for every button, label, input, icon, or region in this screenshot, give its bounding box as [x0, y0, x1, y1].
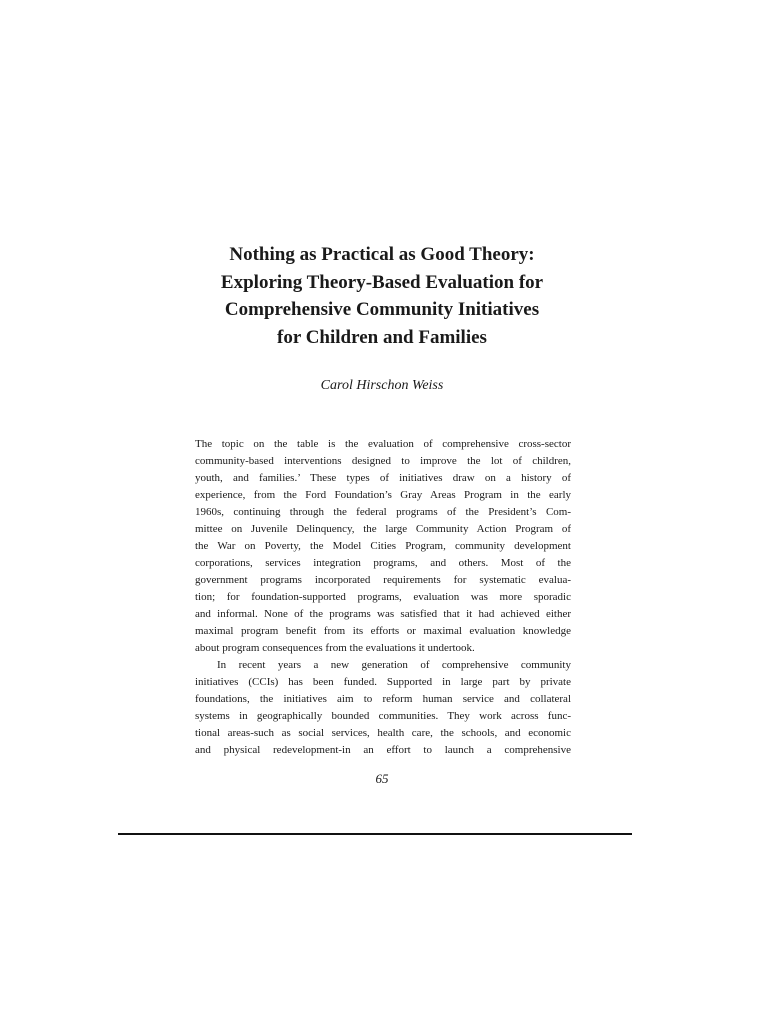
page-number: 65: [375, 771, 389, 786]
body-line: maximal program benefit from its efforts or maximal evaluation knowledge: [195, 625, 571, 637]
title-line: Nothing as Practical as Good Theory:: [229, 244, 535, 265]
body-line: initiatives (CCIs) has been funded. Supported in large part by private: [195, 676, 571, 688]
body-line: systems in geographically bounded communities. They work across func-: [195, 710, 571, 722]
body-line: tion; for foundation-supported programs, evaluation was more sporadic: [195, 591, 571, 603]
body-line: In recent years a new generation of comprehensive community: [217, 659, 571, 671]
title-line: Exploring Theory-Based Evaluation for: [220, 271, 544, 293]
author-name: Carol Hirschon Weiss: [320, 378, 444, 393]
body-line: 1960s, continuing through the federal programs of the President’s Com-: [195, 506, 571, 518]
body-text: [195, 436, 571, 759]
body-line: experience, from the Ford Foundation’s Gray Areas Program in the early: [195, 489, 571, 501]
body-line: government programs incorporated requirements for systematic evalua-: [195, 574, 571, 586]
title-line: for Children and Families: [277, 326, 487, 348]
body-line: the War on Poverty, the Model Cities Program, community development: [195, 540, 571, 552]
article-title: [150, 241, 614, 351]
body-line: foundations, the initiatives aim to reform human service and collateral: [195, 693, 571, 705]
title-line: Comprehensive Community Initiatives: [224, 299, 540, 320]
page-divider: [118, 833, 632, 835]
body-line: community-based interventions designed to improve the lot of children,: [195, 455, 571, 467]
body-line: and informal. None of the programs was satisfied that it had achieved either: [195, 608, 571, 620]
body-line: tional areas-such as social services, health care, the schools, and economic: [195, 727, 571, 739]
body-line: and physical redevelopment-in an effort to launch a comprehensive: [195, 744, 571, 756]
body-line: mittee on Juvenile Delinquency, the large Community Action Program of: [195, 523, 571, 535]
body-line: youth, and families.’ These types of initiatives draw on a history of: [195, 472, 571, 484]
body-line: The topic on the table is the evaluation of comprehensive cross-sector: [195, 438, 571, 450]
body-line: about program consequences from the evaluations it undertook.: [195, 642, 475, 654]
body-line: corporations, services integration programs, and others. Most of the: [195, 557, 571, 569]
